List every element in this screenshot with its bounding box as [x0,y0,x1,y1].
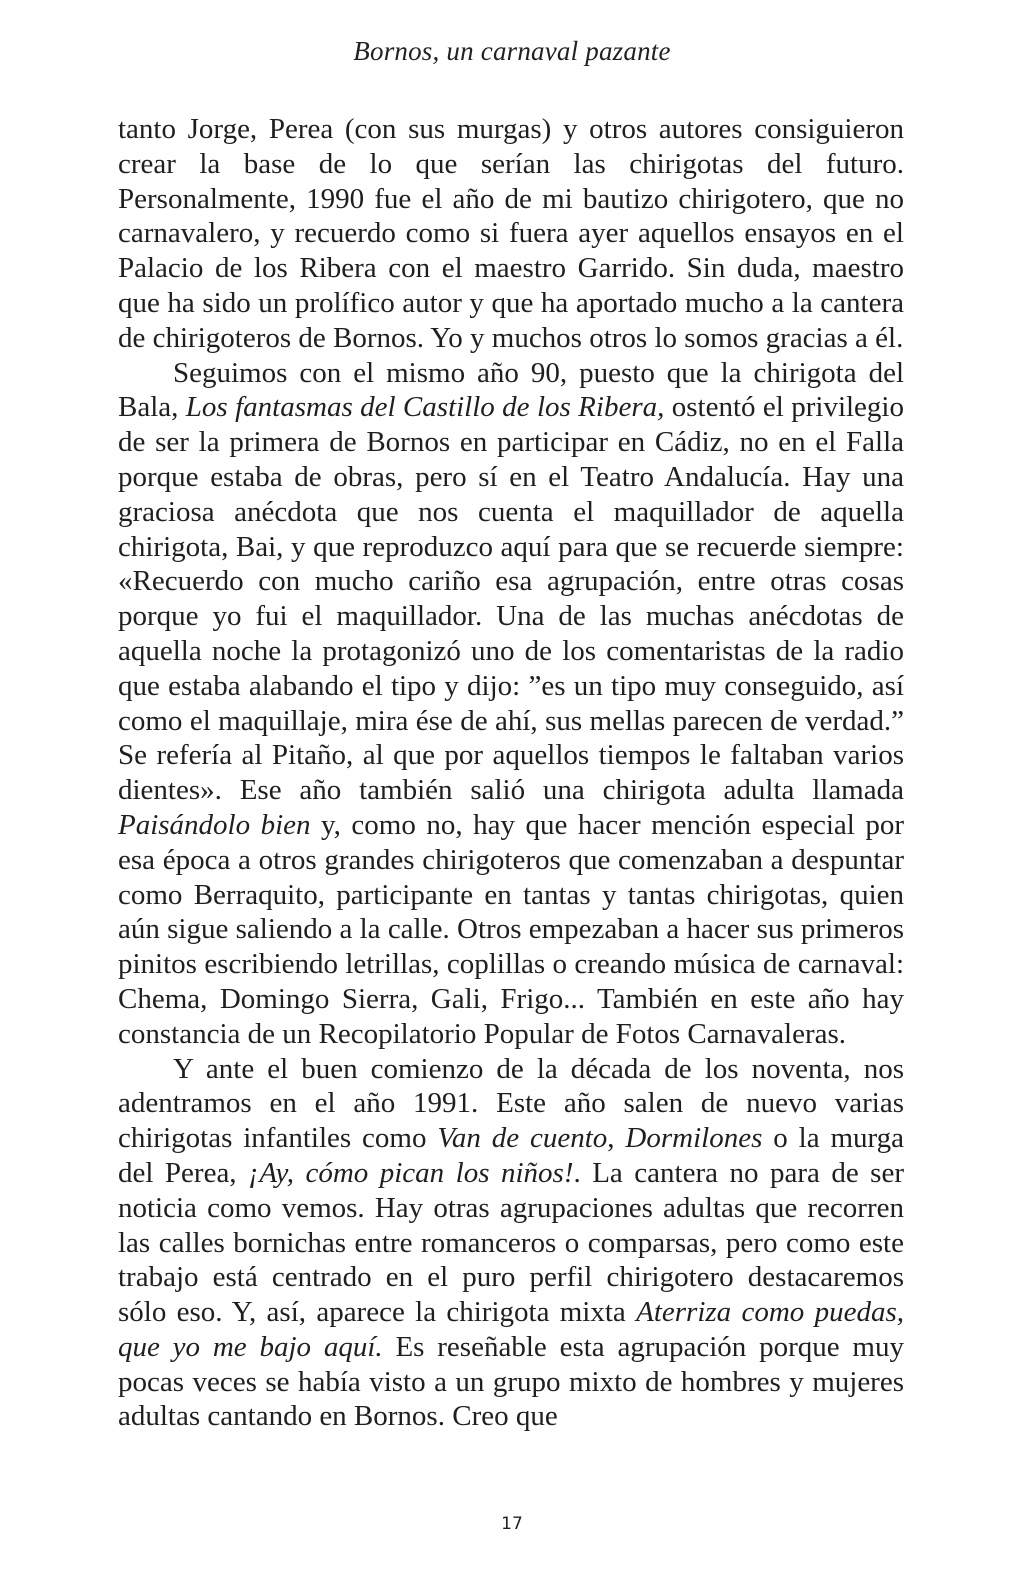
text-run: , [607,1122,626,1155]
italic-title-run: Aterriza como puedas, que yo me bajo aquí. [118,1296,905,1363]
italic-title-run: Paisándolo bien [118,808,311,841]
italic-title-run: Los fantasmas del Castillo de los Ribera, [185,391,665,424]
paragraph-2 [118,356,904,1052]
text-run: tanto Jorge, Perea (con sus murgas) y otros autores consiguieron crear la base de lo que serían las chirigotas del futuro. Personalmente, 1990 fue el año de mi bautizo chirigotero, que no carnavalero, y recuerdo como si fuera ayer aquellos ensayos en el Palacio de los Ribera con el maestro Garrido. Sin duda, maestro que ha sido un prolífico autor y que ha aportado mucho a la cantera de chirigoteros de Bornos. Yo y muchos otros lo somos gracias a él. [118,113,904,354]
paragraph-1 [118,112,904,356]
page-number: 17 [501,1514,523,1534]
text-run: o la murga del Perea, [118,1122,905,1189]
text-run: ostentó el privilegio de ser la primera de Bornos en participar en Cádiz, no en el Falla porque estaba de obras, pero sí en el Teatro Andalucía. Hay una graciosa anécdota que nos cuenta el maquillador de aquella chirigota, Bai, y que reproduzco aquí para que se recuerde siempre: «Recuerdo con mucho cariño esa agrupación, entre otras cosas porque yo fui el maquillador. Una de las muchas anécdotas de aquella noche la protagonizó uno de los comentaristas de la radio que estaba alabando el tipo y dijo: ”es un tipo muy conseguido, así como el maquillaje, mira ése de ahí, sus mellas parecen de verdad.” Se refería al Pitaño, al que por aquellos tiempos le faltaban varios dientes». Ese año también salió una chirigota adulta llamada [118,391,904,807]
italic-title-run: ¡Ay, cómo pican los niños! [248,1156,574,1189]
body-text [118,112,904,1434]
text-run: Y ante el buen comienzo de la década de los noventa, nos adentramos en el año 1991. Este año salen de nuevo varias chirigotas infantiles como [118,1052,904,1155]
text-run: Seguimos con el mismo año 90, puesto que la chirigota del Bala, [118,356,904,424]
text-run: Es reseñable esta agrupación porque muy pocas veces se había visto a un grupo mixto de hombres y mujeres adultas cantando en Bornos. Creo que [118,1330,904,1433]
paragraph-3 [118,1052,904,1435]
running-header: Bornos, un carnaval pazante [353,36,671,66]
text-run: . La cantera no para de ser noticia como vemos. Hay otras agrupaciones adultas que recorren las calles bornichas entre romanceros o comparsas, pero como este trabajo está centrado en el puro perfil chirigotero destacaremos sólo eso. Y, así, aparece la chirigota mixta [118,1156,904,1329]
text-run: y, como no, hay que hacer mención especial por esa época a otros grandes chirigoteros que comenzaban a despuntar como Berraquito, participante en tantas y tantas chirigotas, quien aún sigue saliendo a la calle. Otros empezaban a hacer sus primeros pinitos escribiendo letrillas, coplillas o creando música de carnaval: Chema, Domingo Sierra, Gali, Frigo... También en este año hay constancia de un Recopilatorio Popular de Fotos Carnavaleras. [118,808,904,1050]
italic-title-run: Van de cuento [437,1122,608,1155]
italic-title-run: Dormilones [625,1122,763,1155]
